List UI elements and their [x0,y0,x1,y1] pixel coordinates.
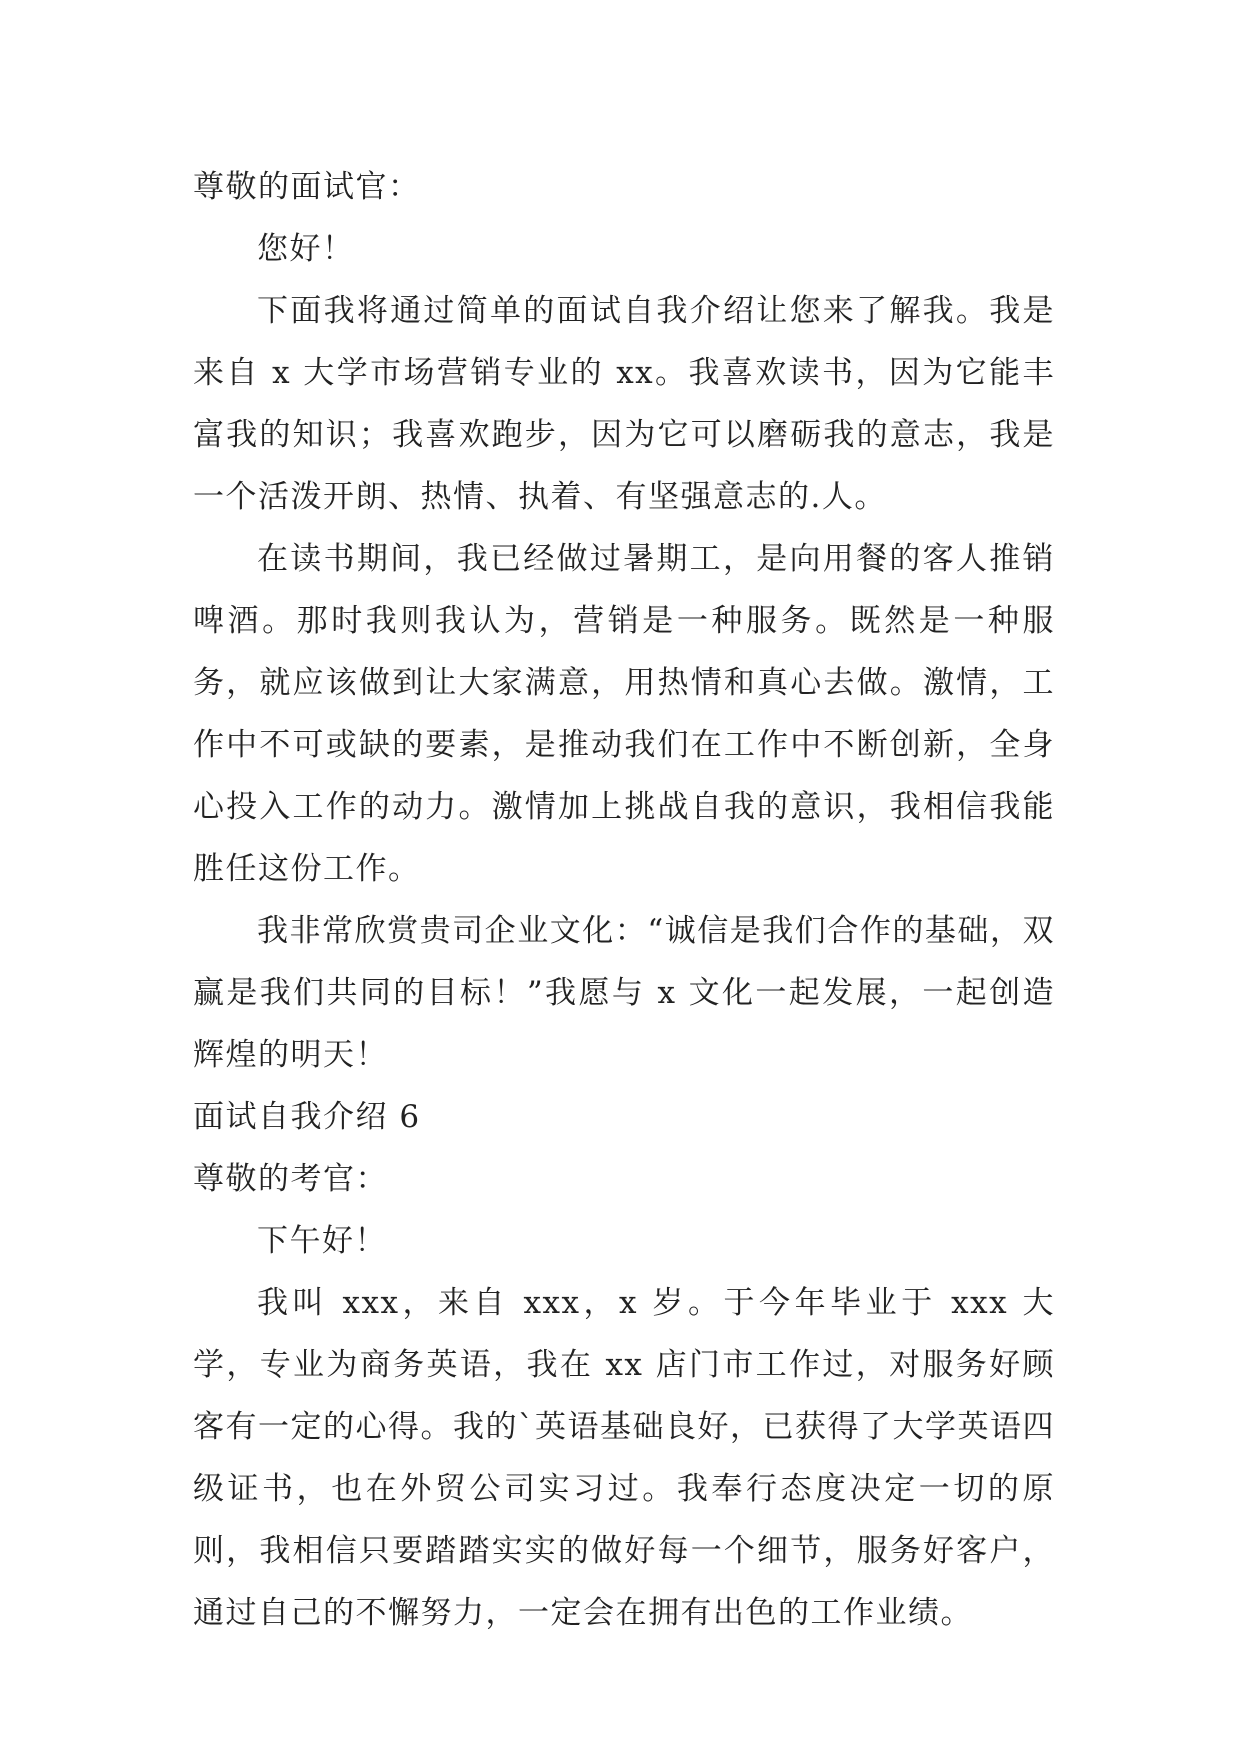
paragraph-company-culture: 我非常欣赏贵司企业文化：“诚信是我们合作的基础，双赢是我们共同的目标！”我愿与 x 文化一起发展，一起创造辉煌的明天！ [193,913,1055,1073]
greeting-hello: 您好！ [257,231,355,267]
greeting-good-afternoon: 下午好！ [257,1223,387,1259]
salutation-examiner: 尊敬的考官： [193,1161,388,1197]
document-body [193,156,1055,1644]
paragraph-self-intro: 我叫 xxx，来自 xxx，x 岁。于今年毕业于 xxx 大学，专业为商务英语，我在 xx 店门市工作过，对服务好顾客有一定的心得。我的`英语基础良好，已获得了大学英语四级证书，也在外贸公司实习过。我奉行态度决定一切的原则，我相信只要踏踏实实的做好每一个细节，服务好客户，通过自己的不懈努力，一定会在拥有出色的工作业绩。 [193,1285,1055,1631]
salutation-interviewer: 尊敬的面试官： [193,169,421,205]
section-heading: 面试自我介绍 6 [193,1099,421,1135]
paragraph-introduction: 下面我将通过简单的面试自我介绍让您来了解我。我是来自 x 大学市场营销专业的 xx。我喜欢读书，因为它能丰富我的知识；我喜欢跑步，因为它可以磨砺我的意志，我是一个活泼开朗、热情、执着、有坚强意志的.人。 [193,293,1055,515]
paragraph-work-experience: 在读书期间，我已经做过暑期工，是向用餐的客人推销啤酒。那时我则我认为，营销是一种服务。既然是一种服务，就应该做到让大家满意，用热情和真心去做。激情，工作中不可或缺的要素，是推动我们在工作中不断创新，全身心投入工作的动力。激情加上挑战自我的意识，我相信我能胜任这份工作。 [193,541,1055,887]
